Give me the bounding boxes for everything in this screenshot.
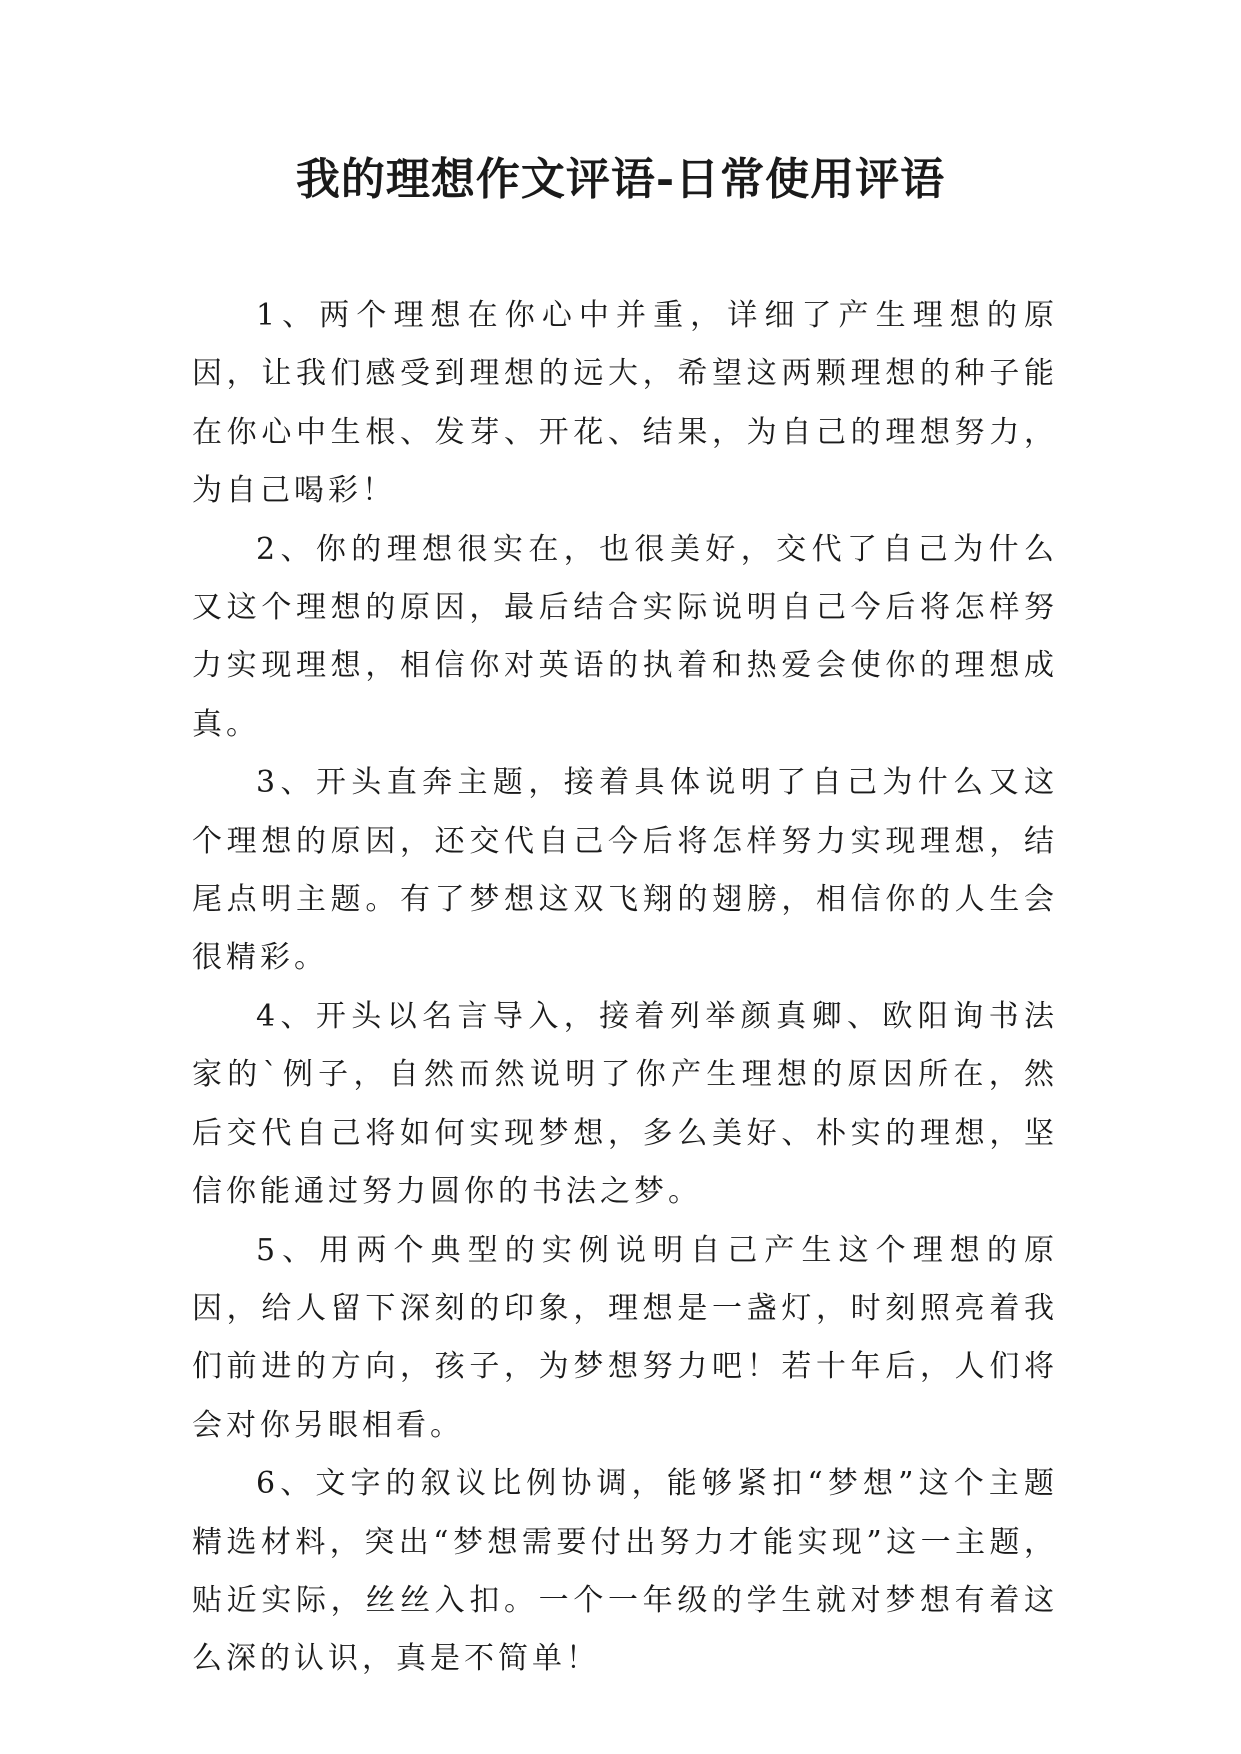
paragraph-1: 1、两个理想在你心中并重，详细了产生理想的原因，让我们感受到理想的远大，希望这两颗理想的种子能在你心中生根、发芽、开花、结果，为自己的理想努力，为自己喝彩！ bbox=[192, 298, 1058, 509]
paragraph-3: 3、开头直奔主题，接着具体说明了自己为什么又这个理想的原因，还交代自己今后将怎样努力实现理想，结尾点明主题。有了梦想这双飞翔的翅膀，相信你的人生会很精彩。 bbox=[192, 765, 1058, 976]
paragraph-4: 4、开头以名言导入，接着列举颜真卿、欧阳询书法家的`例子，自然而然说明了你产生理想的原因所在，然后交代自己将如何实现梦想，多么美好、朴实的理想，坚信你能通过努力圆你的书法之梦。 bbox=[192, 998, 1058, 1210]
document-title: 我的理想作文评语-日常使用评语 bbox=[295, 154, 946, 205]
paragraph-2: 2、你的理想很实在，也很美好，交代了自己为什么又这个理想的原因，最后结合实际说明自己今后将怎样努力实现理想，相信你对英语的执着和热爱会使你的理想成真。 bbox=[192, 531, 1058, 742]
paragraph-5: 5、用两个典型的实例说明自己产生这个理想的原因，给人留下深刻的印象，理想是一盏灯，时刻照亮着我们前进的方向，孩子，为梦想努力吧！若十年后，人们将会对你另眼相看。 bbox=[192, 1232, 1058, 1443]
paragraph-6: 6、文字的叙议比例协调，能够紧扣“梦想”这个主题精选材料，突出“梦想需要付出努力才能实现”这一主题，贴近实际，丝丝入扣。一个一年级的学生就对梦想有着这么深的认识，真是不简单！ bbox=[192, 1466, 1058, 1677]
document-body bbox=[192, 287, 1058, 1689]
